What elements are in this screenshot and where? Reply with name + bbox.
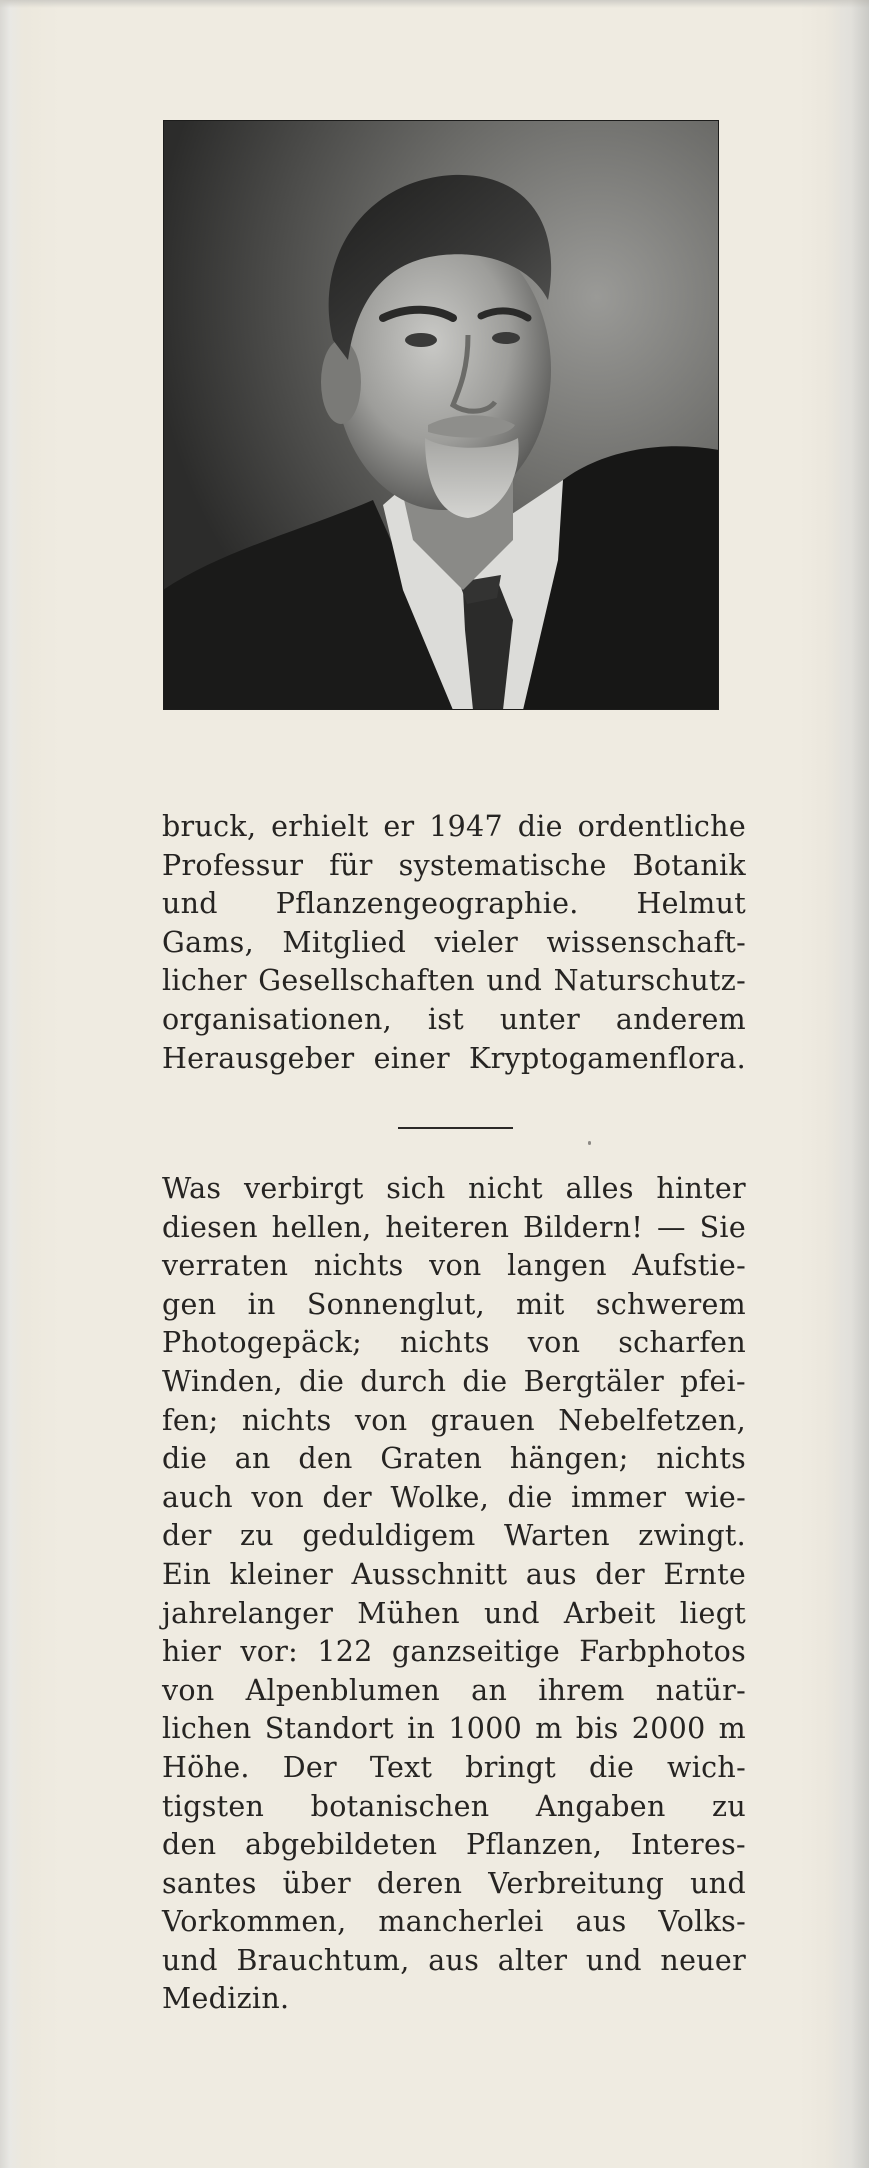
text-line: gen in Sonnenglut, mit schwerem <box>162 1287 746 1321</box>
text-line: santes über deren Verbreitung und <box>162 1866 746 1900</box>
text-line: die an den Graten hängen; nichts <box>162 1442 746 1476</box>
text-line: bruck, erhielt er 1947 die ordentliche <box>162 810 746 843</box>
text-line: Winden, die durch die Bergtäler pfei- <box>162 1364 746 1398</box>
text-line: von Alpenblumen an ihrem natür- <box>162 1673 746 1707</box>
text-line: Ein kleiner Ausschnitt aus der Ernte <box>162 1557 746 1591</box>
text-line: hier vor: 122 ganzseitige Farbphotos <box>162 1635 746 1669</box>
text-line: auch von der Wolke, die immer wie- <box>162 1480 746 1514</box>
text-line: organisationen, ist unter anderem <box>162 1002 746 1036</box>
section-divider <box>398 1127 513 1129</box>
text-line: Herausgeber einer Kryptogamenflora. <box>162 1041 746 1075</box>
text-line: tigsten botanischen Angaben zu <box>162 1789 746 1823</box>
page-edge-shadow <box>851 0 869 2168</box>
text-line: der zu geduldigem Warten zwingt. <box>162 1519 746 1553</box>
text-line: und Pflanzengeographie. Helmut <box>162 887 746 921</box>
text-line: lichen Standort in 1000 m bis 2000 m <box>162 1712 746 1746</box>
text-line: licher Gesellschaften und Naturschutz- <box>162 964 746 998</box>
author-portrait-photo <box>163 120 719 710</box>
portrait-photo-icon <box>163 120 719 710</box>
author-bio-paragraph <box>162 808 746 1078</box>
text-line: Photogepäck; nichts von scharfen <box>162 1326 746 1360</box>
text-line-last: Medizin. <box>162 1982 290 2016</box>
text-line: Was verbirgt sich nicht alles hinter <box>162 1172 746 1205</box>
text-line: Vorkommen, mancherlei aus Volks- <box>162 1905 746 1939</box>
text-line: fen; nichts von grauen Nebelfetzen, <box>162 1403 746 1437</box>
text-line: Gams, Mitglied vieler wissenschaft- <box>162 925 746 959</box>
text-line: und Brauchtum, aus alter und neuer <box>162 1943 746 1977</box>
text-line: jahrelanger Mühen und Arbeit liegt <box>162 1596 746 1630</box>
text-line: Höhe. Der Text bringt die wich- <box>162 1750 746 1784</box>
text-line: diesen hellen, heiteren Bildern! — Sie <box>162 1210 746 1244</box>
book-description-paragraph <box>162 1170 746 2019</box>
text-line: den abgebildeten Pflanzen, Interes- <box>162 1828 746 1862</box>
text-line: Professur für systematische Botanik <box>162 848 746 882</box>
paper-speck <box>588 1141 591 1145</box>
page-top-edge <box>0 0 869 8</box>
text-line: verraten nichts von langen Aufstie- <box>162 1249 746 1283</box>
